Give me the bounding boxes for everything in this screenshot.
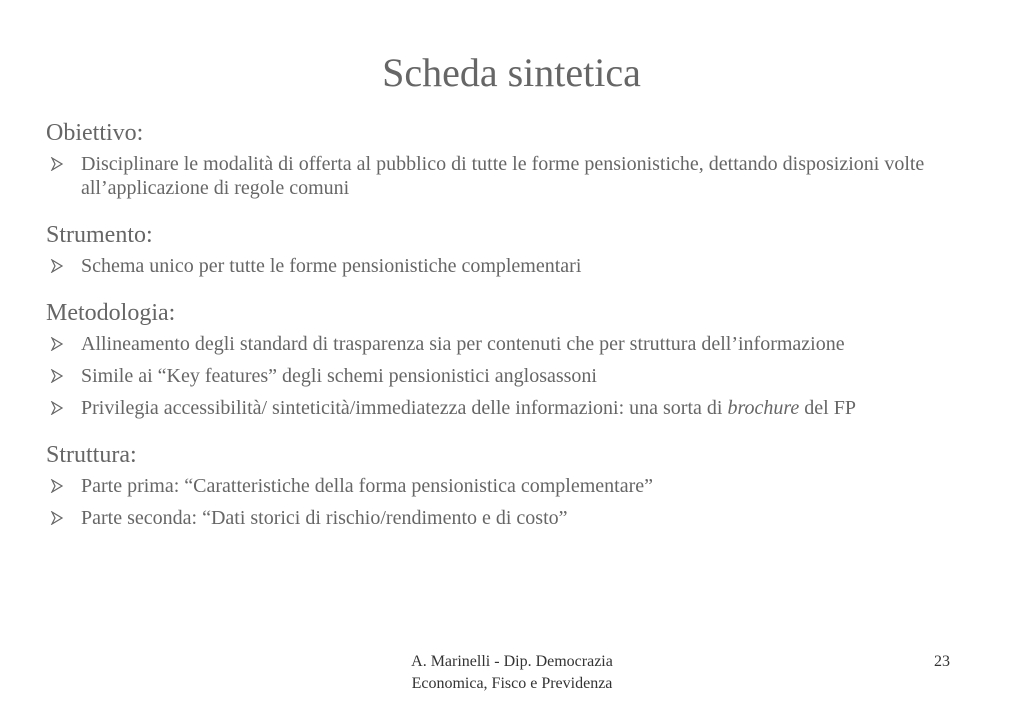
bullet-text-plain: del FP [799,397,856,419]
bullet-text [81,397,856,419]
arrowhead-bullet-icon [50,259,64,273]
section-struttura [46,440,966,530]
bullet-item [46,152,966,200]
bullet-text: Simile ai “Key features” degli schemi pensionistici anglosassoni [81,365,597,387]
bullet-item [46,506,966,530]
bullet-item [46,474,966,498]
section-metodologia [46,298,966,420]
page-number: 23 [934,653,950,670]
section-heading: Struttura: [46,442,137,468]
section-heading: Metodologia: [46,300,176,326]
section-heading: Strumento: [46,222,153,248]
bullet-text: Parte prima: “Caratteristiche della forma pensionistica complementare” [81,475,653,497]
arrowhead-bullet-icon [50,511,64,525]
bullet-item [46,396,966,420]
footer-author-line: Economica, Fisco e Previdenza [411,675,613,692]
slide-content [46,118,966,550]
section-obiettivo [46,118,966,200]
bullet-list [46,152,966,200]
arrowhead-bullet-icon [50,337,64,351]
arrowhead-bullet-icon [50,157,64,171]
bullet-list [46,254,966,278]
bullet-text: Schema unico per tutte le forme pensionistiche complementari [81,255,582,277]
arrowhead-bullet-icon [50,479,64,493]
bullet-list [46,332,966,420]
footer-author [372,651,652,695]
bullet-item [46,254,966,278]
bullet-item [46,364,966,388]
bullet-text-italic: brochure [727,397,800,419]
arrowhead-bullet-icon [50,369,64,383]
bullet-text: Allineamento degli standard di trasparenza sia per contenuti che per struttura dell’informazione [81,333,845,355]
slide-title: Scheda sintetica [382,50,641,95]
arrowhead-bullet-icon [50,401,64,415]
section-heading: Obiettivo: [46,120,144,146]
bullet-list [46,474,966,530]
bullet-text: Disciplinare le modalità di offerta al pubblico di tutte le forme pensionistiche, dettando disposizioni volte all’applicazione di regole comuni [81,153,925,199]
section-strumento [46,220,966,278]
bullet-text-plain: Privilegia accessibilità/ sinteticità/immediatezza delle informazioni: una sorta di [81,397,728,419]
bullet-text: Parte seconda: “Dati storici di rischio/rendimento e di costo” [81,507,568,529]
footer-author-line: A. Marinelli - Dip. Democrazia [411,653,613,670]
bullet-item [46,332,966,356]
